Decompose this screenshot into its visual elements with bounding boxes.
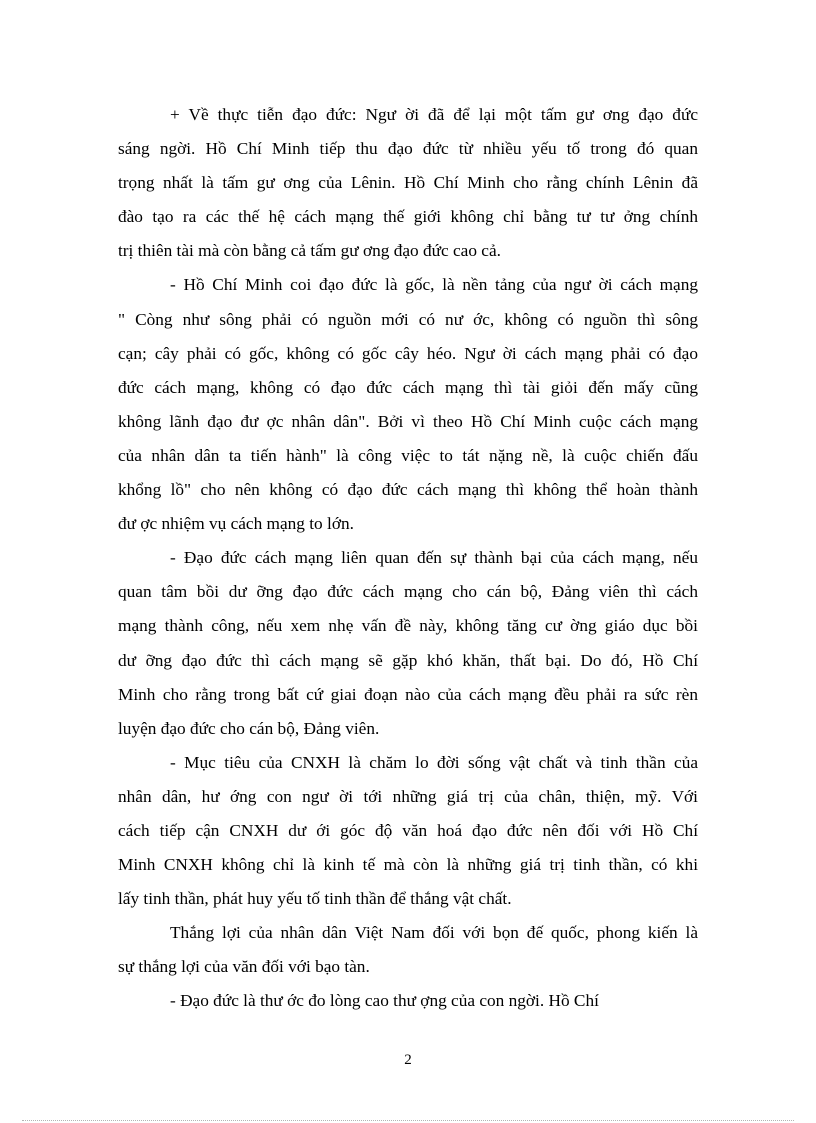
text-line: đào tạo ra các thế hệ cách mạng thế giới không chỉ bằng tư tư ởng chính (118, 207, 698, 227)
text-line: " Còng như sông phải có nguồn mới có nư ớc, không có nguồn thì sông (118, 309, 698, 329)
text-line: sự thắng lợi của văn đối với bạo tàn. (118, 957, 370, 977)
text-line: + Về thực tiễn đạo đức: Ngư ời đã để lại một tấm gư ơng đạo đức (170, 105, 698, 124)
body-text (118, 98, 698, 1019)
text-line: nhân dân, hư ớng con ngư ời tới những giá trị của chân, thiện, mỹ. Với (118, 786, 698, 806)
text-line: đức cách mạng, không có đạo đức cách mạng thì tài giỏi đến mấy cũng (118, 377, 698, 397)
page-bottom-divider (22, 1120, 794, 1121)
page-number: 2 (404, 1052, 412, 1068)
text-line: Minh CNXH không chỉ là kinh tế mà còn là những giá trị tinh thần, có khi (118, 855, 698, 875)
text-line: lấy tinh thần, phát huy yếu tố tinh thần để thắng vật chất. (118, 889, 512, 909)
text-line: cách tiếp cận CNXH dư ới góc độ văn hoá đạo đức nên đối với Hồ Chí (118, 820, 698, 840)
text-line: Minh cho rằng trong bất cứ giai đoạn nào của cách mạng đều phải ra sức rèn (118, 684, 698, 704)
text-line: - Mục tiêu của CNXH là chăm lo đời sống vật chất và tinh thần của (170, 752, 698, 772)
text-line: - Đạo đức cách mạng liên quan đến sự thành bại của cách mạng, nếu (170, 548, 698, 568)
text-line: cạn; cây phải có gốc, không có gốc cây héo. Ngư ời cách mạng phải có đạo (118, 343, 698, 363)
text-line: trọng nhất là tấm gư ơng của Lênin. Hồ Chí Minh cho rằng chính Lênin đã (118, 173, 698, 193)
text-line: mạng thành công, nếu xem nhẹ vấn đề này, không tăng cư ờng giáo dục bồi (118, 616, 698, 636)
text-line: đư ợc nhiệm vụ cách mạng to lớn. (118, 514, 354, 534)
text-line: trị thiên tài mà còn bằng cả tấm gư ơng đạo đức cao cả. (118, 241, 501, 261)
text-line: của nhân dân ta tiến hành" là công việc to tát nặng nề, là cuộc chiến đấu (118, 445, 698, 465)
text-line: luyện đạo đức cho cán bộ, Đảng viên. (118, 718, 380, 738)
text-line: quan tâm bồi dư ỡng đạo đức cách mạng cho cán bộ, Đảng viên thì cách (118, 582, 698, 602)
text-line: dư ỡng đạo đức thì cách mạng sẽ gặp khó khăn, thất bại. Do đó, Hồ Chí (118, 650, 698, 670)
text-line: - Đạo đức là thư ớc đo lòng cao thư ợng của con ngời. Hồ Chí (170, 991, 599, 1011)
text-line: Thắng lợi của nhân dân Việt Nam đối với bọn đế quốc, phong kiến là (170, 923, 698, 943)
text-line: không lãnh đạo đư ợc nhân dân". Bởi vì theo Hồ Chí Minh cuộc cách mạng (118, 411, 698, 431)
text-line: khổng lồ" cho nên không có đạo đức cách mạng thì không thể hoàn thành (118, 480, 698, 500)
text-line: sáng ngời. Hồ Chí Minh tiếp thu đạo đức từ nhiều yếu tố trong đó quan (118, 139, 698, 159)
text-line: - Hồ Chí Minh coi đạo đức là gốc, là nền tảng của ngư ời cách mạng (170, 275, 698, 295)
